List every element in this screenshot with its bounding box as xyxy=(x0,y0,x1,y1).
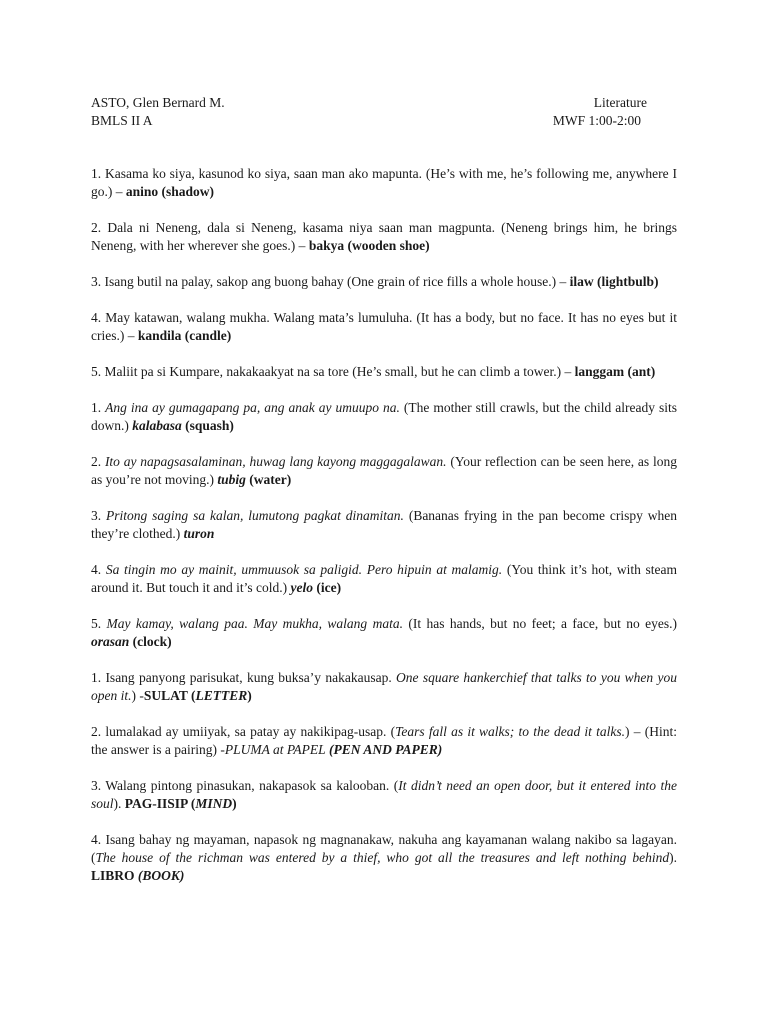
riddle-item xyxy=(91,273,677,291)
riddle-answer-translation: (ice) xyxy=(312,580,342,595)
riddle-answer: bakya (wooden shoe) xyxy=(308,238,430,253)
student-name: ASTO, Glen Bernard M. xyxy=(91,95,225,110)
riddle-item xyxy=(91,507,677,543)
riddle-separator: ). xyxy=(113,796,125,811)
riddle-translation: (The mother still crawls, but the child already sits down.) xyxy=(91,400,677,433)
riddle-answer-close: ) xyxy=(232,796,237,811)
riddle-hint: ) – (Hint: the answer is a pairing) - xyxy=(91,724,677,757)
riddle-item xyxy=(91,561,677,597)
riddle-answer: kalabasa xyxy=(132,418,182,433)
riddle-number: 4. xyxy=(91,562,106,577)
riddle-answer: LIBRO xyxy=(91,868,138,883)
riddle-item xyxy=(91,453,677,489)
riddle-text: 4. May katawan, walang mukha. Walang mata’s lumuluha. (It has a body, but no face. It has no eyes but it cries.) – xyxy=(91,310,677,343)
riddle-translation: (Your reflection can be seen here, as long as you’re not moving.) xyxy=(91,454,677,487)
riddle-item xyxy=(91,399,677,435)
riddle-item xyxy=(91,363,677,381)
riddle-answer: turon xyxy=(183,526,215,541)
riddle-tagalog: Sa tingin mo ay mainit, ummuusok sa paligid. Pero hipuin at malamig. xyxy=(105,562,503,577)
riddle-answer-translation: (PEN AND PAPER) xyxy=(325,742,443,757)
riddle-number: 3. xyxy=(91,508,107,523)
riddle-answer: orasan xyxy=(91,634,130,649)
riddle-answer: kandila (candle) xyxy=(137,328,232,343)
riddle-answer-translation: (squash) xyxy=(181,418,234,433)
schedule-label: MWF 1:00-2:00 xyxy=(552,113,641,128)
riddle-item xyxy=(91,723,677,759)
riddle-answer: ilaw (lightbulb) xyxy=(569,274,659,289)
riddle-answer: anino (shadow) xyxy=(125,184,215,199)
document-header xyxy=(91,94,677,130)
riddle-text: 1. Kasama ko siya, kasunod ko siya, saan man ako mapunta. (He’s with me, he’s following me, anywhere I go.) – xyxy=(91,166,677,199)
riddle-answer-translation: (clock) xyxy=(129,634,172,649)
header-row-2 xyxy=(91,112,677,130)
riddle-item xyxy=(91,777,677,813)
riddle-answer: PAG-IISIP ( xyxy=(124,796,196,811)
riddle-tagalog: 4. Isang bahay ng mayaman, napasok ng magnanakaw, nakuha ang kayamanan walang nakibo sa lagayan. ( xyxy=(91,832,677,865)
riddle-answer: PLUMA at PAPEL xyxy=(224,742,326,757)
riddle-tagalog: May kamay, walang paa. May mukha, walang mata. xyxy=(106,616,403,631)
riddle-item xyxy=(91,669,677,705)
riddle-translation: (Bananas frying in the pan become crispy when they’re clothed.) xyxy=(91,508,678,541)
riddle-text: 3. Isang butil na palay, sakop ang buong bahay (One grain of rice fills a whole house.) – xyxy=(91,274,570,289)
riddle-tagalog: 1. Isang panyong parisukat, kung buksa’y nakakausap. xyxy=(91,670,397,685)
section-label: BMLS II A xyxy=(91,113,153,128)
riddle-tagalog: Ang ina ay gumagapang pa, ang anak ay umuupo na. xyxy=(105,400,400,415)
riddle-answer: langgam (ant) xyxy=(574,364,656,379)
riddle-translation: The house of the richman was entered by a thief, who got all the treasures and left nothing behind xyxy=(95,850,670,865)
riddle-item xyxy=(91,219,677,255)
riddle-separator: ) - xyxy=(131,688,144,703)
riddle-tagalog: 3. Walang pintong pinasukan, nakapasok sa kalooban. ( xyxy=(91,778,399,793)
riddle-item xyxy=(91,165,677,201)
riddle-translation: (It has hands, but no feet; a face, but no eyes.) xyxy=(402,616,678,631)
riddle-number: 5. xyxy=(91,616,107,631)
riddle-translation: It didn’t need an open door, but it entered into the soul xyxy=(91,778,677,811)
riddle-list xyxy=(91,165,677,903)
riddle-text: 5. Maliit pa si Kumpare, nakakaakyat na sa tore (He’s small, but he can climb a tower.) – xyxy=(91,364,575,379)
riddle-answer: yelo xyxy=(290,580,313,595)
riddle-answer-translation: (water) xyxy=(245,472,292,487)
riddle-tagalog: Pritong saging sa kalan, lumutong pagkat dinamitan. xyxy=(106,508,404,523)
subject-label: Literature xyxy=(593,95,647,110)
riddle-answer-translation: (BOOK) xyxy=(137,868,185,883)
riddle-number: 1. xyxy=(91,400,106,415)
riddle-text: 2. Dala ni Neneng, dala si Neneng, kasama niya saan man magpunta. (Neneng brings him, he brings Neneng, with her wherever she goes.) – xyxy=(91,220,677,253)
riddle-answer: SULAT ( xyxy=(143,688,196,703)
riddle-answer-translation: MIND xyxy=(195,796,233,811)
riddle-tagalog: Ito ay napagsasalaminan, huwag lang kayong maggagalawan. xyxy=(104,454,447,469)
riddle-answer-close: ) xyxy=(247,688,252,703)
riddle-item xyxy=(91,831,677,885)
riddle-translation: One square hankerchief that talks to you when you open it. xyxy=(91,670,677,703)
header-row-1 xyxy=(91,94,677,112)
riddle-item xyxy=(91,309,677,345)
riddle-number: 2. xyxy=(91,454,105,469)
riddle-translation: Tears fall as it walks; to the dead it talks. xyxy=(395,724,626,739)
riddle-tagalog: 2. lumalakad ay umiiyak, sa patay ay nakikipag-usap. ( xyxy=(91,724,396,739)
riddle-item xyxy=(91,615,677,651)
riddle-separator: ). xyxy=(669,850,677,865)
riddle-answer: tubig xyxy=(217,472,246,487)
riddle-answer-translation: LETTER xyxy=(195,688,248,703)
riddle-translation: (You think it’s hot, with steam around it. But touch it and it’s cold.) xyxy=(91,562,677,595)
